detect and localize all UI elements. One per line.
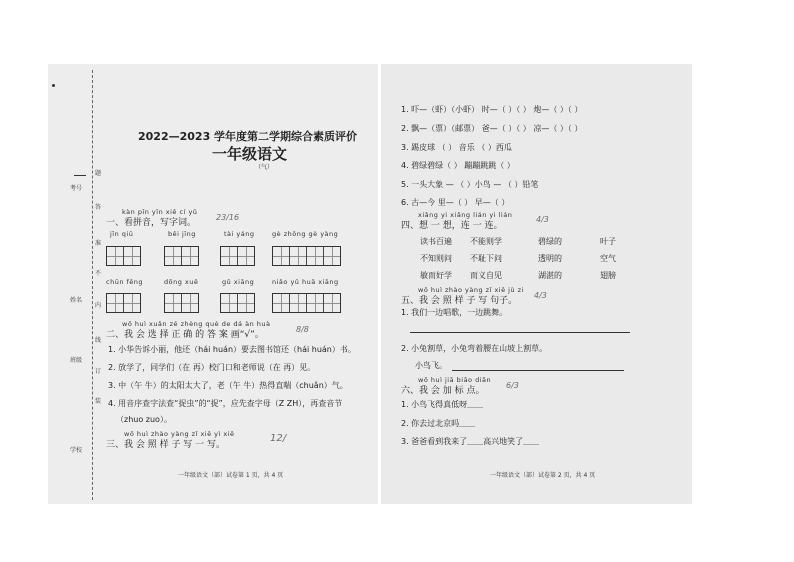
sec2-score: 8/8 xyxy=(296,325,309,334)
pinyin-3: tài yáng xyxy=(224,230,255,238)
sec3-pinyin: wǒ huì zhào yàng zǐ xiě yì xiě xyxy=(124,430,235,438)
kaohao-line xyxy=(74,175,86,176)
write-box[interactable] xyxy=(220,246,255,266)
pinyin-2: běi jīng xyxy=(168,230,196,238)
binding-line xyxy=(92,70,93,500)
sec1-heading: 一、看拼音，写字词。 xyxy=(106,218,197,228)
sec4-pinyin: xiǎng yi xiǎng lián yi lián xyxy=(418,211,513,219)
match-c3[interactable]: 湖湛的 xyxy=(538,271,562,280)
q5-2b: 小鸟飞。 xyxy=(415,361,447,370)
answer-line[interactable] xyxy=(452,370,624,371)
left-footer: 一年级语文（部）试卷第 1 页，共 4 页 xyxy=(178,472,284,479)
side-mark: 装 xyxy=(95,398,102,405)
sec4-score: 4/3 xyxy=(536,215,549,224)
sec6-pinyin: wǒ huì jiā biāo diǎn xyxy=(418,376,492,384)
sec1-score: 23/16 xyxy=(216,213,240,222)
sec5-pinyin: wǒ huì zhào yàng zǐ xiě jù zi xyxy=(418,286,524,294)
match-d1[interactable]: 叶子 xyxy=(600,237,616,246)
side-mark: 答 xyxy=(95,204,102,211)
match-c2[interactable]: 透明的 xyxy=(538,254,562,263)
side-mark: 题 xyxy=(95,170,102,177)
write-box[interactable] xyxy=(272,246,341,266)
pinyin-5: chūn fēng xyxy=(106,278,144,286)
q5-1: 1. 我们一边唱歌，一边跳舞。 xyxy=(401,308,508,317)
speck xyxy=(52,84,55,87)
q2-4b: （zhuo zuo）。 xyxy=(116,415,172,424)
side-label-class: 班级 xyxy=(70,357,83,364)
side-mark: 不 xyxy=(95,270,102,277)
write-box[interactable] xyxy=(164,246,199,266)
q3-4: 4. 碧绿碧绿（ ） 蹦蹦跳跳（ ） xyxy=(401,161,515,170)
side-label-school: 学校 xyxy=(70,447,83,454)
side-mark: 准 xyxy=(95,240,102,247)
side-label-name: 姓名 xyxy=(70,297,83,304)
write-box[interactable] xyxy=(106,246,141,266)
q2-1: 1. 小华告诉小丽，他还（hái huán）要去图书馆还（hái huán）书。 xyxy=(108,345,356,354)
sec4-heading: 四、想 一 想，连 一 连。 xyxy=(401,221,503,231)
subject-title: 一年级语文 xyxy=(212,145,288,163)
subtitle: （气） xyxy=(255,164,274,171)
sec3-score: 12/ xyxy=(270,433,287,444)
q6-2: 2. 你去过北京吗＿＿ xyxy=(401,419,476,428)
sec6-score: 6/3 xyxy=(506,381,519,390)
sec6-heading: 六、我 会 加 标 点。 xyxy=(401,386,485,396)
match-a2[interactable]: 不知则问 xyxy=(420,254,452,263)
write-box[interactable] xyxy=(272,293,341,313)
q3-5: 5. 一头大象 — （ ）小鸟 — （ ）铅笔 xyxy=(401,180,539,189)
pinyin-8: niǎo yǔ huā xiāng xyxy=(272,278,339,286)
match-b1[interactable]: 不能则学 xyxy=(470,237,502,246)
sec5-score: 4/3 xyxy=(534,291,547,300)
sec2-heading: 二、我 会 选 择 正 确 的 答 案 画“√”。 xyxy=(106,330,264,340)
q3-1: 1. 吓—（虾）（小虾） 时—（ ）（ ） 炮—（ ）（ ） xyxy=(401,105,583,114)
pinyin-6: dōng xuě xyxy=(164,278,199,286)
sec1-pinyin: kàn pīn yīn xiě cí yǔ xyxy=(122,208,198,216)
q6-3: 3. 爸爸看到我来了＿＿高兴地笑了＿＿ xyxy=(401,437,540,446)
write-box[interactable] xyxy=(220,293,255,313)
q6-1: 1. 小鸟飞得真低呀＿＿ xyxy=(401,400,484,409)
sec2-pinyin: wǒ huì xuǎn zé zhèng què de dá àn huà xyxy=(122,320,271,328)
match-a1[interactable]: 读书百遍 xyxy=(420,237,452,246)
pinyin-4: gè zhǒng gè yàng xyxy=(272,230,339,238)
exam-title: 2022—2023 学年度第二学期综合素质评价 xyxy=(138,130,358,143)
match-b3[interactable]: 而义自见 xyxy=(470,271,502,280)
match-a3[interactable]: 敏而好学 xyxy=(420,271,452,280)
side-mark: 线 xyxy=(95,337,102,344)
match-c1[interactable]: 碧绿的 xyxy=(538,237,562,246)
side-label-kaohao: 考号 xyxy=(70,185,83,192)
sec5-heading: 五、我 会 照 样 子 写 句子。 xyxy=(401,296,518,306)
side-mark: 订 xyxy=(95,368,102,375)
write-box[interactable] xyxy=(164,293,199,313)
q2-4: 4. 用音序查字法查“捉虫”的“捉”，应先查字母（Z ZH），再查音节 xyxy=(108,399,343,408)
q3-6: 6. 古—今 里—（ ） 早—（ ） xyxy=(401,198,510,207)
side-mark: 内 xyxy=(95,302,102,309)
q3-3: 3. 踢皮球 （ ） 音乐 （ ）西瓜 xyxy=(401,143,512,152)
q3-2: 2. 飘—（票）（邮票） 爸—（ ）（ ） 凉—（ ）（ ） xyxy=(401,124,583,133)
q2-3: 3. 中（午 牛）的太阳太大了，老（午 牛）热得直喘（chuǎn）气。 xyxy=(108,381,348,390)
pinyin-7: gǔ xiāng xyxy=(222,278,255,286)
pinyin-1: jīn qiū xyxy=(110,230,134,238)
write-box[interactable] xyxy=(106,293,141,313)
match-b2[interactable]: 不耻下问 xyxy=(470,254,502,263)
match-d3[interactable]: 翅膀 xyxy=(600,271,616,280)
sec3-heading: 三、我 会 照 样 子 写 一 写。 xyxy=(106,440,226,450)
q2-2: 2. 放学了，同学们（在 再）校门口和老师说（在 再）见。 xyxy=(108,363,316,372)
q5-2: 2. 小兔割草，小兔弯着腰在山坡上割草。 xyxy=(401,344,548,353)
match-d2[interactable]: 空气 xyxy=(600,254,616,263)
right-footer: 一年级语文（部）试卷第 2 页，共 4 页 xyxy=(490,472,596,479)
answer-line[interactable] xyxy=(410,332,630,333)
